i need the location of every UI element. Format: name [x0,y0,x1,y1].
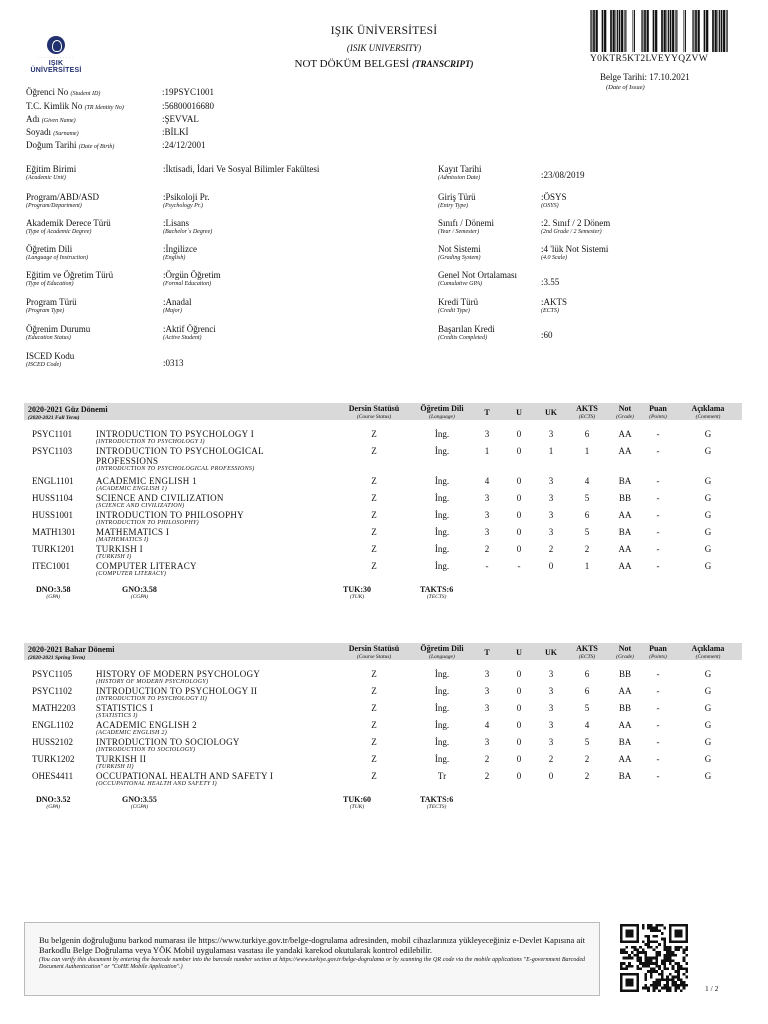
term-total-takts: TAKTS:6 (TECTS) [420,585,454,600]
academic-value: :Örgün Öğretim (Formal Education) [163,270,221,287]
course-comment: G [704,510,712,520]
term-title: 2020-2021 Güz Dönemi (2020-2021 Fall Term) [28,405,108,421]
course-u: 0 [516,429,522,439]
student-label: Öğrenci No (Student ID) [26,87,101,97]
course-grade: BB [618,669,631,679]
academic-value: :İngilizce (English) [163,244,197,261]
course-u: 0 [516,703,522,713]
student-value: :24/12/2001 [162,140,206,150]
academic-value: :Lisans (Bachelor`s Degree) [163,218,213,235]
course-u: 0 [516,544,522,554]
column-header-akts: AKTS (ECTS) [576,404,598,420]
course-akts: 5 [584,737,590,747]
course-lang: İng. [434,429,450,439]
course-lang: Tr [437,771,447,781]
course-points: - [656,476,660,486]
course-t: 3 [484,737,490,747]
course-name: OCCUPATIONAL HEALTH AND SAFETY I (OCCUPATIONAL HEALTH AND SAFETY I) [96,771,274,787]
column-header-comment: Açıklama (Comment) [691,644,725,660]
course-lang: İng. [434,686,450,696]
document-title-tr: NOT DÖKÜM BELGESİ [294,58,410,70]
course-name: SCIENCE AND CIVILIZATION (SCIENCE AND CIVILIZATION) [96,493,224,509]
course-uk: 2 [548,754,554,764]
course-name: ACADEMIC ENGLISH 2 (ACADEMIC ENGLISH 2) [96,720,197,736]
course-t: 4 [484,720,490,730]
course-status: Z [371,686,377,696]
student-value: :BİLKİ [162,127,189,137]
course-lang: İng. [434,737,450,747]
student-value: :19PSYC1001 [162,87,215,97]
academic-label: Sınıfı / Dönemi (Year / Semester) [438,218,494,235]
logo-name: IŞIK ÜNİVERSİTESİ [30,60,82,74]
course-name: INTRODUCTION TO SOCIOLOGY (INTRODUCTION TO SOCIOLOGY) [96,737,240,753]
course-uk: 0 [548,561,554,571]
term-total-gno: GNO:3.58 (CGPA) [122,585,157,600]
course-u: 0 [516,720,522,730]
student-value: :ŞEVVAL [162,114,199,124]
column-header-t: T [484,408,490,417]
verification-box [24,922,600,996]
academic-value: :Aktif Öğrenci (Active Student) [163,324,216,341]
course-t: 3 [484,429,490,439]
column-header-akts: AKTS (ECTS) [576,644,598,660]
course-comment: G [704,669,712,679]
academic-value: :23/08/2019 [541,170,585,180]
course-comment: G [704,703,712,713]
term-total-dno: DNO:3.52 (GPA) [36,795,71,810]
course-akts: 2 [584,754,590,764]
course-code: ENGL1102 [32,720,74,730]
academic-value: :2. Sınıf / 2 Dönem (2nd Grade / 2 Semester) [541,218,611,235]
course-uk: 3 [548,510,554,520]
course-points: - [656,754,660,764]
course-u: - [517,561,521,571]
course-comment: G [704,446,712,456]
term-total-dno: DNO:3.58 (GPA) [36,585,71,600]
course-grade: BA [618,771,632,781]
course-code: HUSS2102 [32,737,74,747]
academic-label: Eğitim ve Öğretim Türü (Type of Education) [26,270,114,287]
course-comment: G [704,527,712,537]
course-u: 0 [516,446,522,456]
course-status: Z [371,476,377,486]
course-grade: BA [618,527,632,537]
course-uk: 3 [548,737,554,747]
course-akts: 4 [584,476,590,486]
course-status: Z [371,446,377,456]
course-points: - [656,737,660,747]
course-uk: 3 [548,493,554,503]
course-grade: AA [618,544,632,554]
course-akts: 4 [584,720,590,730]
course-u: 0 [516,510,522,520]
column-header-comment: Açıklama (Comment) [691,404,725,420]
course-t: 3 [484,669,490,679]
academic-value: :İktisadi, İdari Ve Sosyal Bilimler Fakültesi [163,164,320,174]
course-lang: İng. [434,544,450,554]
course-akts: 6 [584,686,590,696]
academic-label: Program Türü (Program Type) [26,297,77,314]
course-lang: İng. [434,561,450,571]
course-uk: 2 [548,544,554,554]
academic-label: Öğretim Dili (Language of Instruction) [26,244,88,261]
course-name: INTRODUCTION TO PSYCHOLOGICAL PROFESSIONS (INTRODUCTION TO PSYCHOLOGICAL PROFESSIONS) [96,446,264,472]
course-uk: 3 [548,429,554,439]
course-comment: G [704,686,712,696]
course-status: Z [371,703,377,713]
student-value: :56800016680 [162,101,215,111]
course-t: 4 [484,476,490,486]
course-comment: G [704,476,712,486]
course-uk: 1 [548,446,554,456]
academic-label: Akademik Derece Türü (Type of Academic Degree) [26,218,111,235]
course-lang: İng. [434,754,450,764]
course-grade: AA [618,429,632,439]
column-header-uk: UK [545,648,557,657]
course-code: MATH2203 [32,703,76,713]
course-akts: 5 [584,527,590,537]
course-points: - [656,429,660,439]
course-comment: G [704,737,712,747]
course-akts: 5 [584,493,590,503]
course-lang: İng. [434,510,450,520]
course-grade: BA [618,737,632,747]
course-t: 3 [484,703,490,713]
student-label: Soyadı (Surname) [26,127,79,137]
course-grade: BA [618,476,632,486]
course-comment: G [704,754,712,764]
course-grade: AA [618,510,632,520]
course-code: MATH1301 [32,527,76,537]
course-code: PSYC1101 [32,429,73,439]
course-u: 0 [516,737,522,747]
course-lang: İng. [434,720,450,730]
course-grade: AA [618,561,632,571]
course-status: Z [371,669,377,679]
course-points: - [656,493,660,503]
academic-label: Öğrenim Durumu (Education Status) [26,324,91,341]
course-akts: 5 [584,703,590,713]
course-comment: G [704,720,712,730]
column-header-language: Öğretim Dili (Language) [420,404,464,420]
issue-date: Belge Tarihi: 17.10.2021 [600,72,690,82]
course-points: - [656,561,660,571]
course-name: COMPUTER LITERACY (COMPUTER LITERACY) [96,561,197,577]
term-total-takts: TAKTS:6 (TECTS) [420,795,454,810]
course-akts: 6 [584,429,590,439]
column-header-status: Dersin Statüsü (Course Status) [348,644,400,660]
course-code: HUSS1001 [32,510,74,520]
course-grade: AA [618,754,632,764]
course-lang: İng. [434,446,450,456]
term-total-tuk: TUK:30 (TUK) [343,585,371,600]
academic-label: Giriş Türü (Entry Type) [438,192,476,209]
course-u: 0 [516,686,522,696]
course-code: PSYC1102 [32,686,73,696]
course-name: TURKISH II (TURKISH II) [96,754,147,770]
academic-label: Kredi Türü (Credit Type) [438,297,479,314]
course-uk: 3 [548,669,554,679]
course-points: - [656,544,660,554]
course-comment: G [704,544,712,554]
barcode-icon [590,10,728,52]
course-code: OHES4411 [32,771,74,781]
course-points: - [656,510,660,520]
course-grade: BB [618,703,631,713]
course-name: ACADEMIC ENGLISH 1 (ACADEMIC ENGLISH 1) [96,476,197,492]
logo-tagline: · · · · · · · · · · · · [37,56,75,60]
column-header-grade: Not (Grade) [616,404,634,420]
column-header-u: U [516,648,522,657]
academic-value: :60 [541,330,553,340]
academic-label: Eğitim Birimi (Academic Unit) [26,164,77,181]
issue-date-en: (Date of Issue) [606,84,645,91]
course-grade: AA [618,720,632,730]
course-t: 1 [484,446,490,456]
academic-value: :3.55 [541,277,560,287]
course-t: 3 [484,493,490,503]
course-points: - [656,527,660,537]
student-label: Doğum Tarihi (Date of Birth) [26,140,115,150]
course-name: INTRODUCTION TO PSYCHOLOGY II (INTRODUCTION TO PSYCHOLOGY II) [96,686,258,702]
course-code: TURK1202 [32,754,75,764]
course-t: 3 [484,686,490,696]
course-comment: G [704,771,712,781]
course-uk: 3 [548,703,554,713]
course-code: TURK1201 [32,544,75,554]
course-lang: İng. [434,527,450,537]
course-points: - [656,720,660,730]
course-status: Z [371,429,377,439]
course-lang: İng. [434,476,450,486]
academic-value: :4 'lük Not Sistemi (4.0 Scale) [541,244,609,261]
course-uk: 3 [548,720,554,730]
course-lang: İng. [434,669,450,679]
course-name: HISTORY OF MODERN PSYCHOLOGY (HISTORY OF MODERN PSYCHOLOGY) [96,669,261,685]
course-name: MATHEMATICS I (MATHEMATICS I) [96,527,170,543]
academic-value: :Anadal (Major) [163,297,192,314]
university-name-en: (ISIK UNIVERSITY) [346,43,422,53]
course-u: 0 [516,527,522,537]
course-t: 3 [484,527,490,537]
university-name: IŞIK ÜNİVERSİTESİ [330,25,438,37]
course-status: Z [371,527,377,537]
academic-value: :Psikoloji Pr. (Psychology Pr.) [163,192,210,209]
course-t: 2 [484,771,490,781]
course-status: Z [371,561,377,571]
course-name: INTRODUCTION TO PHILOSOPHY (INTRODUCTION TO PHILOSOPHY) [96,510,244,526]
term-title: 2020-2021 Bahar Dönemi (2020-2021 Spring Term) [28,645,115,661]
course-akts: 2 [584,544,590,554]
course-grade: AA [618,446,632,456]
column-header-language: Öğretim Dili (Language) [420,644,464,660]
course-code: HUSS1104 [32,493,73,503]
academic-label: Program/ABD/ASD (Program/Department) [26,192,100,209]
course-status: Z [371,493,377,503]
verification-text: Bu belgenin doğruluğunu barkod numarası ile https://www.turkiye.gov.tr/belge-dogrulama adresinden, mobil cihazlarınıza yükleyeceğiniz e-Devlet Kapısına ait Barkodlu Belge Doğrulama veya YÖK Mobil uygulaması vasıtası ile yandaki karekod okutularak kontrol edilebilir. [39,935,585,955]
column-header-uk: UK [545,408,557,417]
course-comment: G [704,493,712,503]
course-u: 0 [516,754,522,764]
course-grade: BB [618,493,631,503]
student-label: Adı (Given Name) [26,114,76,124]
column-header-status: Dersin Statüsü (Course Status) [348,404,400,420]
course-uk: 3 [548,476,554,486]
course-u: 0 [516,771,522,781]
academic-label: Başarılan Kredi (Credits Completed) [438,324,495,341]
column-header-points: Puan (Points) [649,644,667,660]
academic-label: Genel Not Ortalaması (Cumulative GPA) [438,270,517,287]
term-total-gno: GNO:3.55 (CGPA) [122,795,157,810]
student-label: T.C. Kimlik No (TR Identity No) [26,101,124,111]
course-akts: 1 [584,561,590,571]
course-status: Z [371,771,377,781]
course-u: 0 [516,493,522,503]
course-lang: İng. [434,703,450,713]
course-akts: 6 [584,669,590,679]
column-header-t: T [484,648,490,657]
course-uk: 3 [548,686,554,696]
course-comment: G [704,561,712,571]
course-t: 2 [484,754,490,764]
course-status: Z [371,737,377,747]
course-name: INTRODUCTION TO PSYCHOLOGY I (INTRODUCTION TO PSYCHOLOGY I) [96,429,254,445]
course-uk: 0 [548,771,554,781]
course-status: Z [371,720,377,730]
academic-value: :0313 [163,358,184,368]
academic-label: Kayıt Tarihi (Admission Date) [438,164,482,181]
course-t: 3 [484,510,490,520]
academic-label: Not Sistemi (Grading System) [438,244,481,261]
course-code: ITEC1001 [32,561,70,571]
column-header-points: Puan (Points) [649,404,667,420]
page-number: 1 / 2 [705,984,719,993]
course-status: Z [371,754,377,764]
course-t: 2 [484,544,490,554]
course-u: 0 [516,669,522,679]
course-name: TURKISH I (TURKISH I) [96,544,143,560]
course-comment: G [704,429,712,439]
course-status: Z [371,510,377,520]
barcode-code: Y0KTR5KT2LVEYYQZVW [590,54,708,64]
course-points: - [656,446,660,456]
course-lang: İng. [434,493,450,503]
course-points: - [656,686,660,696]
academic-value: :AKTS (ECTS) [541,297,568,314]
verification-text-en: (You can verify this document by entering the barcode number into the barcode number section at https://www.turkiye.gov.tr/belge-dogrulama or by scanning the QR code via the mobile applications "E-government Barcoded Document Authentication" or "CoHE Mobile Application".) [39,957,585,970]
course-points: - [656,703,660,713]
course-code: PSYC1105 [32,669,73,679]
course-code: PSYC1103 [32,446,73,456]
course-grade: AA [618,686,632,696]
course-akts: 6 [584,510,590,520]
course-code: ENGL1101 [32,476,74,486]
academic-value: :ÖSYS (OSYS) [541,192,567,209]
course-u: 0 [516,476,522,486]
document-title-en: (TRANSCRIPT) [411,59,474,69]
course-akts: 1 [584,446,590,456]
course-points: - [656,771,660,781]
course-points: - [656,669,660,679]
column-header-u: U [516,408,522,417]
term-total-tuk: TUK:60 (TUK) [343,795,371,810]
course-akts: 2 [584,771,590,781]
qr-code-icon [620,924,688,992]
academic-label: ISCED Kodu (ISCED Code) [26,351,75,368]
course-name: STATISTICS I (STATISTICS I) [96,703,154,719]
course-status: Z [371,544,377,554]
course-uk: 3 [548,527,554,537]
course-t: - [485,561,489,571]
column-header-grade: Not (Grade) [616,644,634,660]
